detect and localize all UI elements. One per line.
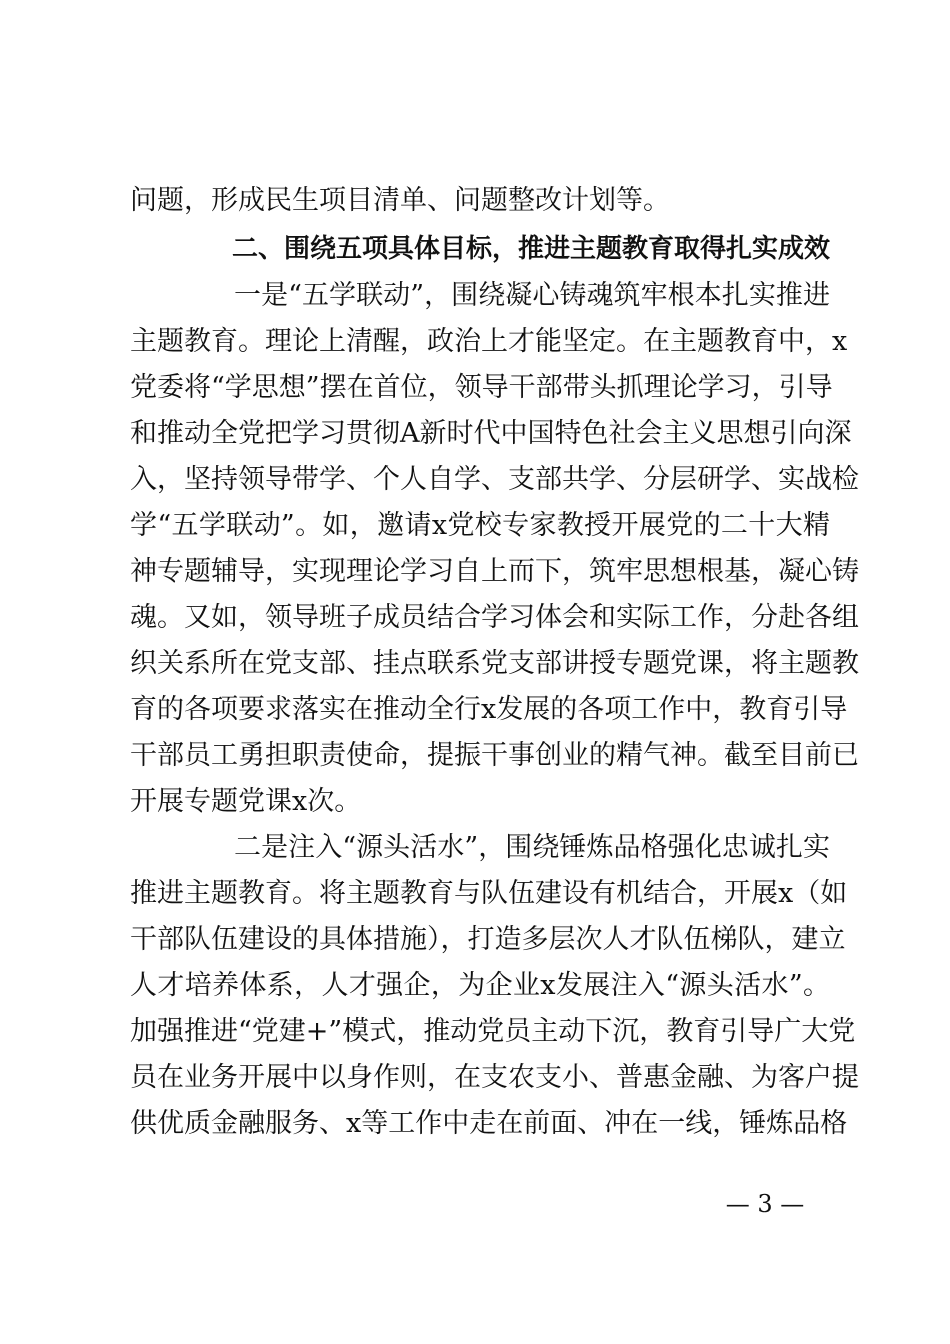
body-text-line: 育的各项要求落实在推动全行x发展的各项工作中，教育引导 xyxy=(130,694,848,725)
body-text-line: 问题，形成民生项目清单、问题整改计划等。 xyxy=(130,185,670,216)
body-text-line: 一是“五学联动”，围绕凝心铸魂筑牢根本扎实推进 xyxy=(234,280,830,311)
body-text-line: 神专题辅导，实现理论学习自上而下，筑牢思想根基，凝心铸 xyxy=(130,556,859,587)
body-text-line: 入，坚持领导带学、个人自学、支部共学、分层研学、实战检 xyxy=(130,464,859,495)
body-text-line: 加强推进“党建+”模式，推动党员主动下沉，教育引导广大党 xyxy=(130,1016,856,1047)
body-text-line: 干部员工勇担职责使命，提振干事创业的精气神。截至目前已 xyxy=(130,740,859,771)
body-text-line: 主题教育。理论上清醒，政治上才能坚定。在主题教育中，x xyxy=(130,326,848,357)
body-text-line: 推进主题教育。将主题教育与队伍建设有机结合，开展x（如 xyxy=(130,878,848,909)
section-heading: 二、围绕五项具体目标，推进主题教育取得扎实成效 xyxy=(232,234,831,264)
body-text-line: 和推动全党把学习贯彻A新时代中国特色社会主义思想引向深 xyxy=(130,418,852,449)
page-number: — 3 — xyxy=(725,1190,805,1218)
body-text-line: 魂。又如，领导班子成员结合学习体会和实际工作，分赴各组 xyxy=(130,602,859,633)
body-text-line: 员在业务开展中以身作则，在支农支小、普惠金融、为客户提 xyxy=(130,1062,859,1093)
body-text-line: 党委将“学思想”摆在首位，领导干部带头抓理论学习，引导 xyxy=(130,372,833,403)
body-text-line: 学“五学联动”。如，邀请x党校专家教授开展党的二十大精 xyxy=(130,510,830,541)
body-text-line: 二是注入“源头活水”，围绕锤炼品格强化忠诚扎实 xyxy=(234,832,830,863)
body-text-line: 干部队伍建设的具体措施），打造多层次人才队伍梯队，建立 xyxy=(130,924,846,955)
body-text-line: 织关系所在党支部、挂点联系党支部讲授专题党课，将主题教 xyxy=(130,648,859,679)
body-text-line: 开展专题党课x次。 xyxy=(130,786,362,817)
body-text-line: 供优质金融服务、x等工作中走在前面、冲在一线，锤炼品格 xyxy=(130,1108,848,1139)
body-text-line: 人才培养体系，人才强企，为企业x发展注入“源头活水”。 xyxy=(130,970,830,1001)
